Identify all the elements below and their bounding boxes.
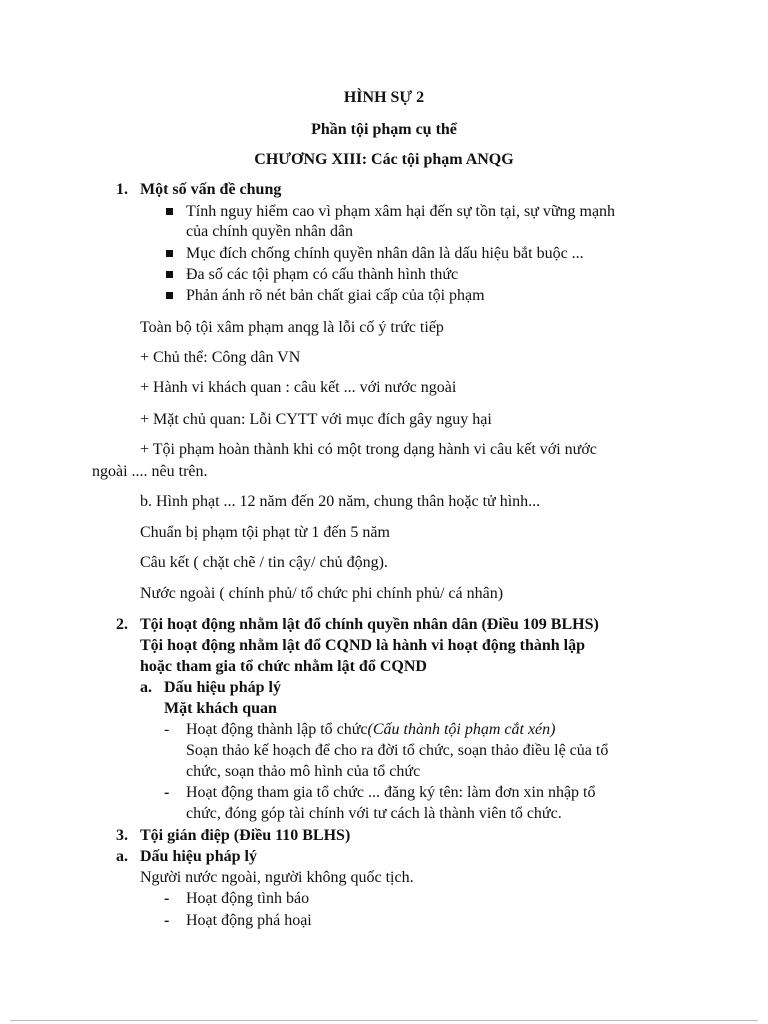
section-1-heading: Một số vấn đề chung <box>140 181 282 198</box>
dash-item-text: Hoạt động thành lập tổ chức <box>186 721 368 738</box>
subheading-objective-side: Mặt khách quan <box>164 700 277 717</box>
bullet-item: Mục đích chống chính quyền nhân dân là dấu hiệu bắt buộc ... <box>186 245 584 262</box>
dash-item: Hoạt động tham gia tổ chức ... đăng ký tên: làm đơn xin nhập tổ <box>186 784 596 801</box>
bullet-item-continuation: của chính quyền nhân dân <box>186 223 354 240</box>
subsection-a-letter: a. <box>140 679 152 696</box>
dash-marker: - <box>164 721 170 738</box>
dash-marker: - <box>164 912 170 929</box>
section-3-number: 3. <box>116 827 128 844</box>
bullet-square-icon <box>166 250 173 257</box>
section-1-number: 1. <box>116 181 128 198</box>
dash-marker: - <box>164 784 170 801</box>
subsection-a-heading: Dấu hiệu pháp lý <box>140 848 257 865</box>
dash-item <box>186 720 555 740</box>
dash-item: Hoạt động tình báo <box>186 890 310 907</box>
subsection-a-letter: a. <box>116 848 128 865</box>
paragraph: + Mặt chủ quan: Lỗi CYTT với mục đích gây nguy hại <box>140 411 492 428</box>
dash-item-continuation: chức, đóng góp tài chính với tư cách là thành viên tổ chức. <box>186 805 562 822</box>
section-2-heading-line: hoặc tham gia tổ chức nhằm lật đổ CQND <box>140 658 427 675</box>
subsection-a-heading: Dấu hiệu pháp lý <box>164 679 281 696</box>
paragraph: Người nước ngoài, người không quốc tịch. <box>140 869 414 886</box>
paragraph: + Hành vi khách quan : câu kết ... với nước ngoài <box>140 379 457 396</box>
section-3-heading: Tội gián điệp (Điều 110 BLHS) <box>140 827 351 844</box>
dash-item: Hoạt động phá hoại <box>186 912 312 929</box>
paragraph: Chuẩn bị phạm tội phạt từ 1 đến 5 năm <box>140 524 390 541</box>
bullet-square-icon <box>166 292 173 299</box>
paragraph: Nước ngoài ( chính phủ/ tổ chức phi chính phủ/ cá nhân) <box>140 585 504 602</box>
section-2-heading: Tội hoạt động nhằm lật đổ chính quyền nhân dân (Điều 109 BLHS) <box>140 616 599 633</box>
section-2-number: 2. <box>116 616 128 633</box>
paragraph-continuation: ngoài .... nêu trên. <box>92 463 208 480</box>
bullet-square-icon <box>166 271 173 278</box>
bullet-square-icon <box>166 208 173 215</box>
paragraph: + Chủ thể: Công dân VN <box>140 349 301 366</box>
dash-item-continuation: Soạn thảo kế hoạch để cho ra đời tổ chức, soạn thảo điều lệ của tổ <box>186 742 609 759</box>
dash-marker: - <box>164 890 170 907</box>
dash-item-continuation: chức, soạn thảo mô hình của tổ chức <box>186 763 421 780</box>
section-2-heading-line: Tội hoạt động nhằm lật đổ CQND là hành vi hoạt động thành lập <box>140 637 586 654</box>
paragraph: Câu kết ( chặt chẽ / tin cậy/ chủ động). <box>140 554 388 571</box>
bullet-item: Đa số các tội phạm có cấu thành hình thức <box>186 266 459 283</box>
document-subtitle: Phần tội phạm cụ thể <box>311 121 457 138</box>
page-bottom-divider <box>10 1020 758 1021</box>
bullet-item: Phản ánh rõ nét bản chất giai cấp của tội phạm <box>186 287 485 304</box>
paragraph: b. Hình phạt ... 12 năm đến 20 năm, chung thân hoặc tử hình... <box>140 493 541 510</box>
paragraph: Toàn bộ tội xâm phạm anqg là lỗi cố ý trức tiếp <box>140 319 444 336</box>
chapter-heading: CHƯƠNG XIII: Các tội phạm ANQG <box>254 151 514 168</box>
document-title: HÌNH SỰ 2 <box>343 89 425 106</box>
dash-item-italic-note: (Cấu thành tội phạm cắt xén) <box>367 721 556 738</box>
paragraph: + Tội phạm hoàn thành khi có một trong dạng hành vi câu kết với nước <box>140 441 597 458</box>
bullet-item: Tính nguy hiểm cao vì phạm xâm hại đến sự tồn tại, sự vững mạnh <box>186 203 616 220</box>
